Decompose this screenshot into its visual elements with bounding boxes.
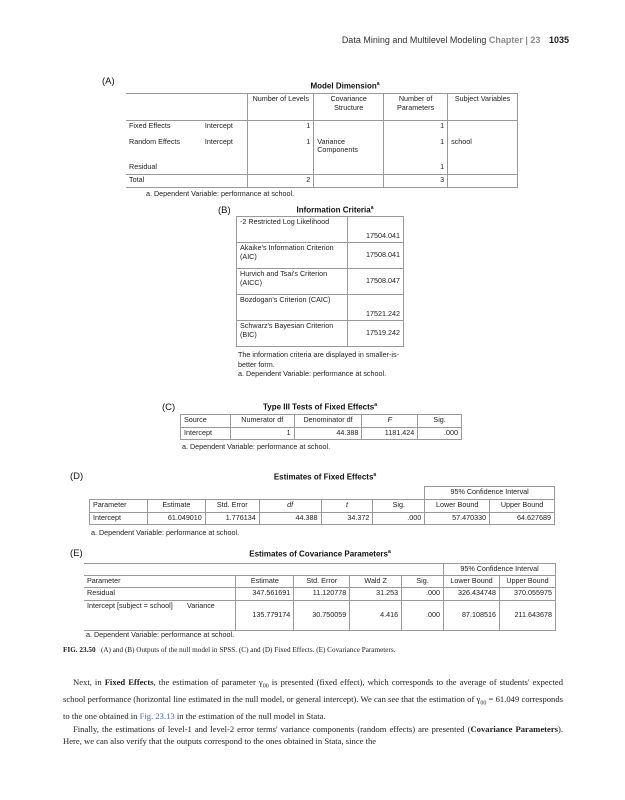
md-header-cov: Covariance Structure <box>314 94 384 121</box>
md-header-levels: Number of Levels <box>248 94 314 121</box>
fixed-header-estimate: Estimate <box>147 500 205 513</box>
fixed-header-stderr: Std. Error <box>205 500 259 513</box>
fixed-header-upper: Upper Bound <box>490 500 555 513</box>
cov-header-parameter: Parameter <box>84 576 236 588</box>
panel-label-e: (E) <box>70 548 83 559</box>
type3-header-f: F <box>362 415 418 428</box>
page-number: 1035 <box>548 35 569 45</box>
cov-header-sig: Sig. <box>402 576 444 588</box>
info-criteria-note: The information criteria are displayed in smaller-is-better form. a. Dependent Variable: performance at school. <box>238 350 399 378</box>
covariance-title: Estimates of Covariance Parameters$^a$ <box>249 549 391 559</box>
header-chapter: Chapter | 23 <box>488 35 541 45</box>
panel-label-a: (A) <box>102 76 115 87</box>
type3-table <box>180 414 462 440</box>
cov-ci-header: 95% Confidence Interval <box>444 564 556 576</box>
fixed-effects-note: a. Dependent Variable: performance at school. <box>91 528 240 537</box>
cov-header-estimate: Estimate <box>236 576 294 588</box>
panel-label-c: (C) <box>162 402 176 413</box>
type3-header-den: Denominator df <box>294 415 362 428</box>
table-row: Fixed Effects Intercept 1 1 <box>126 121 518 137</box>
table-row: Residual 347.561691 11.120778 31.253 .000 326.434748 370.055975 <box>84 588 556 601</box>
header-title: Data Mining and Multilevel Modeling <box>341 35 487 45</box>
model-dimension-table <box>126 93 518 188</box>
body-paragraph-2: Finally, the estimations of level-1 and level-2 error terms' variance components (random effects) are presented (Covariance Parameters). Here, we can also verify that the outputs correspond to the ones obtained in Stata, since the <box>63 723 563 747</box>
type3-header-source: Source <box>181 415 231 428</box>
figure-link[interactable]: Fig. 23.13 <box>139 711 175 722</box>
md-header-subject: Subject Variables <box>448 94 518 121</box>
fixed-effects-title: Estimates of Fixed Effects$^a$ <box>273 472 377 482</box>
fixed-header-sig: Sig. <box>373 500 425 513</box>
cov-header-lower: Lower Bound <box>444 576 500 588</box>
table-row: Akaike's Information Criterion (AIC) 17508.041 <box>237 243 404 269</box>
table-row: Schwarz's Bayesian Criterion (BIC) 17519.242 <box>237 321 404 347</box>
fixed-header-t: t <box>321 500 373 513</box>
model-dimension-title: Model Dimension$^a$ <box>310 81 380 91</box>
table-row: Random Effects Intercept 1 Variance Components 1 school <box>126 137 518 162</box>
table-row: Intercept 61.049010 1.776134 44.388 34.372 .000 57.470330 64.627689 <box>90 513 555 525</box>
table-row: Hurvich and Tsai's Criterion (AICC) 17508.047 <box>237 269 404 295</box>
fixed-effects-table <box>89 486 555 525</box>
table-row: -2 Restricted Log Likelihood 17504.041 <box>237 217 404 243</box>
fixed-header-df: df <box>259 500 321 513</box>
panel-label-b: (B) <box>218 205 231 216</box>
table-row: Intercept 1 44.388 1181.424 .000 <box>181 428 462 440</box>
md-header-params: Number of Parameters <box>384 94 448 121</box>
table-row: Intercept [subject = school] Variance 135.779174 30.750059 4.416 .000 87.108516 211.643678 <box>84 601 556 631</box>
type3-title: Type III Tests of Fixed Effects$^a$ <box>262 402 378 412</box>
figure-caption: FIG. 23.50 (A) and (B) Outputs of the null model in SPSS. (C) and (D) Fixed Effects. (E) Covariance Parameters. <box>63 646 396 654</box>
fixed-header-parameter: Parameter <box>90 500 148 513</box>
cov-header-stderr: Std. Error <box>294 576 350 588</box>
covariance-note: a. Dependent Variable: performance at school. <box>86 630 235 639</box>
type3-header-sig: Sig. <box>418 415 462 428</box>
cov-header-upper: Upper Bound <box>499 576 555 588</box>
running-header <box>342 35 569 45</box>
covariance-table <box>84 563 556 631</box>
info-criteria-title: Information Criteria$^a$ <box>296 205 374 215</box>
fixed-header-lower: Lower Bound <box>425 500 490 513</box>
body-text <box>63 676 563 747</box>
body-paragraph-1: Next, in Fixed Effects, the estimation of parameter $\gamma_{00}$ is presented (fixed effect), which corresponds to the average of students' expected school performance (horizontal line estimated in the null model, or general intercept). We can see that the estimation of $\gamma_{00} = 61.049$ corresponds to the one obtained in Fig. 23.13 in the estimation of the null model in Stata. <box>63 677 563 722</box>
table-row: Bozdogan's Criterion (CAIC) 17521.242 <box>237 295 404 321</box>
type3-note: a. Dependent Variable: performance at school. <box>182 442 331 451</box>
panel-label-d: (D) <box>70 471 84 482</box>
type3-header-num: Numerator df <box>230 415 294 428</box>
fixed-ci-header: 95% Confidence Interval <box>425 487 555 500</box>
info-criteria-table <box>236 216 404 347</box>
cov-header-waldz: Wald Z <box>350 576 402 588</box>
table-row: Total 2 3 <box>126 175 518 188</box>
table-row: Residual 1 <box>126 162 518 175</box>
model-dimension-note: a. Dependent Variable: performance at school. <box>146 189 295 198</box>
